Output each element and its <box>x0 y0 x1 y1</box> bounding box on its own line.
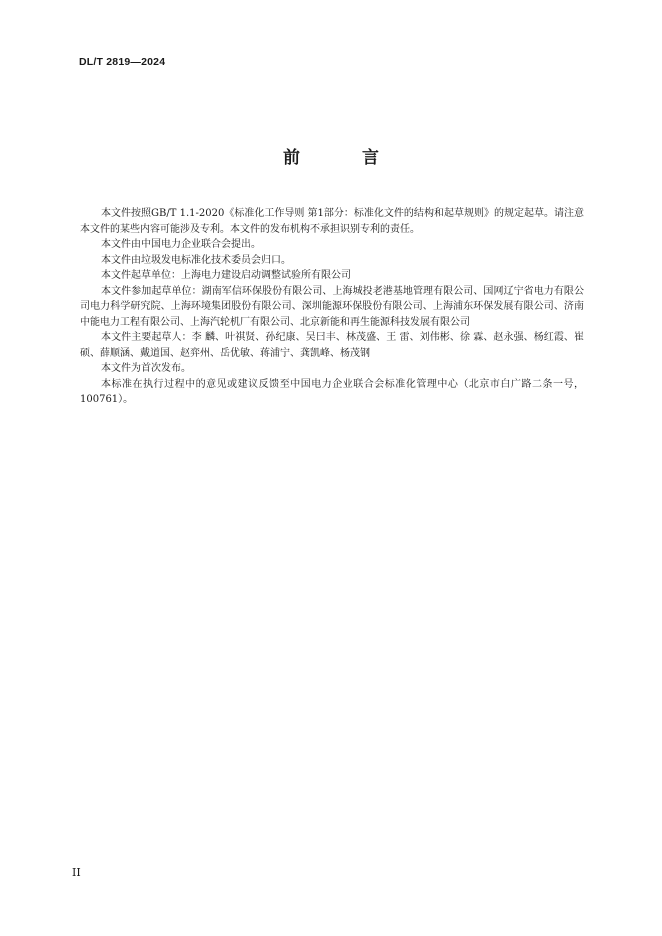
paragraph-drafting-rules: 本文件按照GB/T 1.1-2020《标准化工作导则 第1部分：标准化文件的结构和起草规则》的规定起草。请注意本文件的某些内容可能涉及专利。本文件的发布机构不承担识别专利的责任。 <box>80 208 584 235</box>
paragraph-proposer: 本文件由中国电力企业联合会提出。 <box>101 239 261 250</box>
standard-code: DL/T 2819—2024 <box>79 56 166 68</box>
paragraph-responsible-committee: 本文件由垃圾发电标准化技术委员会归口。 <box>101 254 291 266</box>
paragraph-participating-units: 本文件参加起草单位：湖南军信环保股份有限公司、上海城投老港基地管理有限公司、国网辽宁省电力有限公司电力科学研究院、上海环境集团股份有限公司、深圳能源环保股份有限公司、上海浦东环保发展有限公司、济南中能电力工程有限公司、上海汽轮机厂有限公司、北京新能和再生能源科技发展有限公司 <box>80 285 584 328</box>
paragraph-first-release: 本文件为首次发布。 <box>101 363 191 374</box>
paragraph-drafting-unit: 本文件起草单位：上海电力建设启动调整试验所有限公司 <box>101 270 351 281</box>
foreword-body <box>80 206 584 408</box>
page-number: II <box>72 866 81 879</box>
paragraph-feedback: 本标准在执行过程中的意见或建议反馈至中国电力企业联合会标准化管理中心（北京市白广路二条一号，100761）。 <box>80 378 584 405</box>
paragraph-main-drafters: 本文件主要起草人：李 麟、叶祺贤、孙纪康、吴曰丰、林茂盛、王 雷、刘伟彬、徐 霖、赵永强、杨红霞、崔 硕、薛顺涵、戴道国、赵弈州、岳优敏、蒋浦宁、龚凯峰、杨茂钢 <box>80 332 584 359</box>
page-title: 前 言 <box>283 148 407 168</box>
